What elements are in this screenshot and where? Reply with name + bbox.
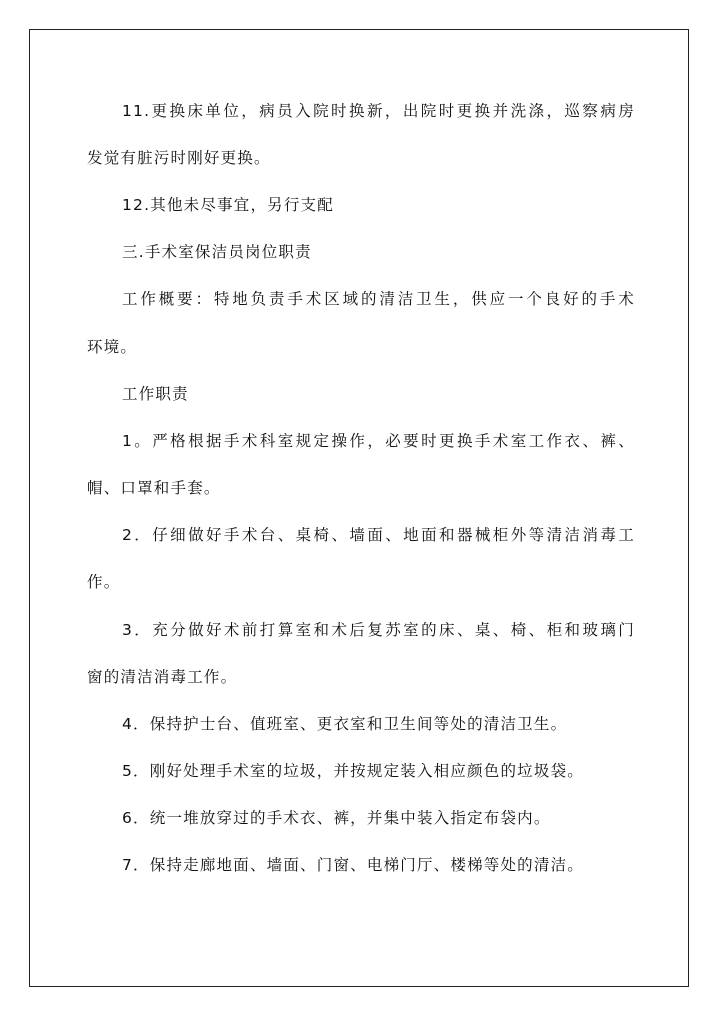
paragraph-line: 5．刚好处理手术室的垃圾，并按规定装入相应颜色的垃圾袋。	[122, 762, 584, 780]
paragraph-line: 4．保持护士台、值班室、更衣室和卫生间等处的清洁卫生。	[122, 715, 568, 733]
paragraph-line: 环境。	[87, 338, 138, 356]
paragraph-line: 帽、口罩和手套。	[87, 479, 221, 497]
paragraph-line: 12.其他未尽事宜，另行支配	[122, 196, 334, 214]
paragraph-line: 1。严格根据手术科室规定操作，必要时更换手术室工作衣、裤、	[122, 432, 635, 450]
paragraph-line: 作。	[87, 573, 121, 591]
paragraph-line: 2．仔细做好手术台、桌椅、墙面、地面和器械柜外等清洁消毒工	[122, 526, 635, 544]
page-border	[29, 29, 689, 987]
paragraph-line: 发觉有脏污时刚好更换。	[87, 149, 271, 167]
paragraph-line: 6．统一堆放穿过的手术衣、裤，并集中装入指定布袋内。	[122, 809, 551, 827]
paragraph-line: 工作概要：特地负责手术区域的清洁卫生，供应一个良好的手术	[122, 290, 635, 308]
paragraph-line: 7．保持走廊地面、墙面、门窗、电梯门厅、楼梯等处的清洁。	[122, 856, 584, 874]
paragraph-line: 11.更换床单位，病员入院时换新，出院时更换并洗涤，巡察病房	[122, 102, 635, 120]
paragraph-line: 窗的清洁消毒工作。	[87, 668, 238, 686]
subheading: 工作职责	[122, 385, 189, 403]
section-heading: 三.手术室保洁员岗位职责	[122, 243, 312, 261]
paragraph-line: 3．充分做好术前打算室和术后复苏室的床、桌、椅、柜和玻璃门	[122, 621, 635, 639]
